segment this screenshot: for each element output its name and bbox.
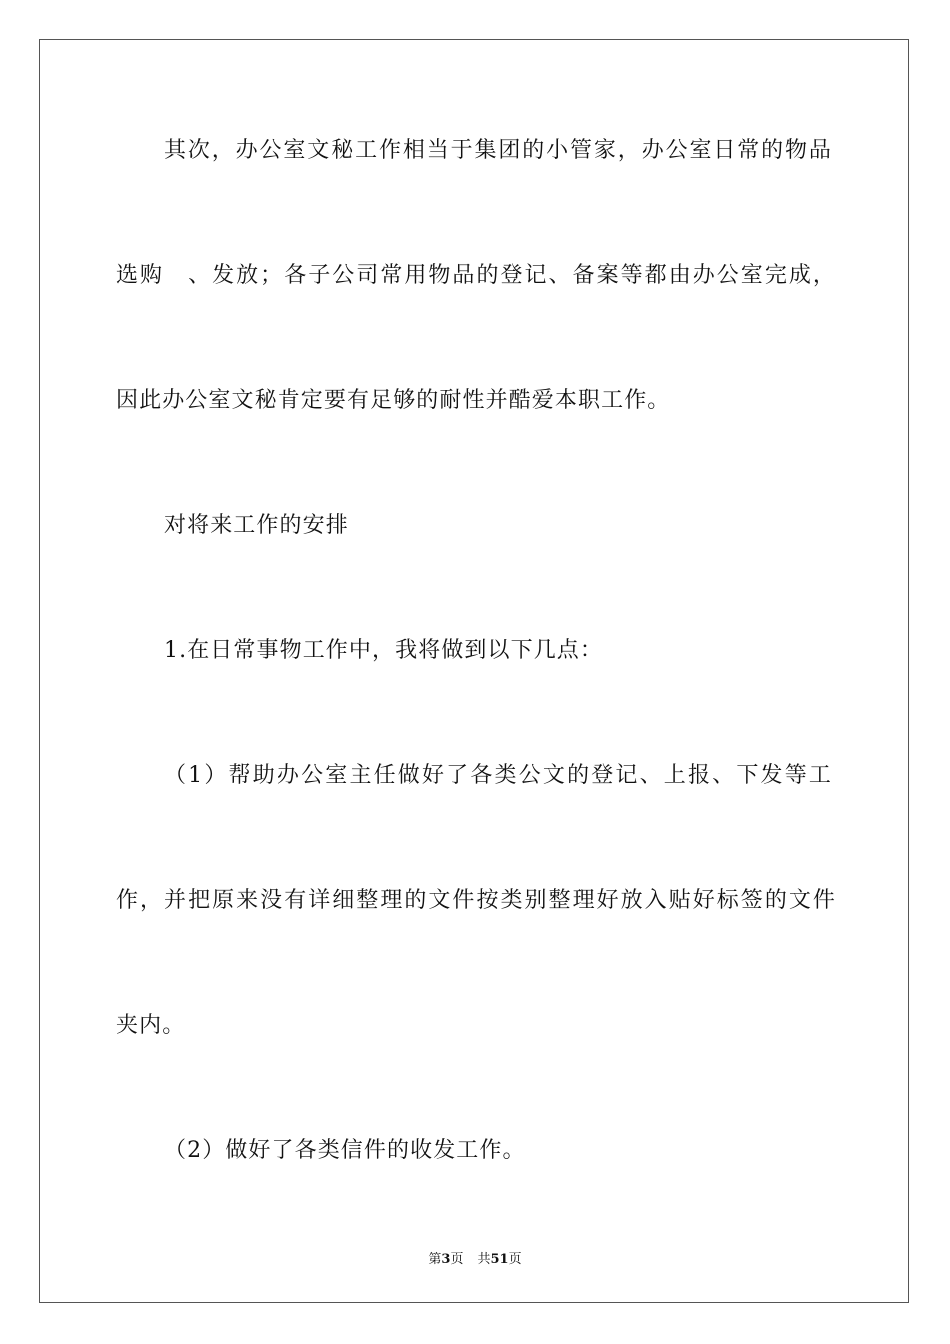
footer-total-prefix: 共 [477, 1252, 491, 1267]
paragraph-line-9: （2）做好了各类信件的收发工作。 [164, 1138, 526, 1163]
paragraph-line-8: 夹内。 [116, 1013, 186, 1038]
footer-page-number: 3 [441, 1252, 451, 1267]
paragraph-line-7: 作，并把原来没有详细整理的文件按类别整理好放入贴好标签的文件 [116, 888, 836, 913]
page-frame [39, 39, 909, 1303]
footer-page-suffix: 页 [450, 1252, 464, 1267]
list-item-1: 1.在日常事物工作中，我将做到以下几点： [164, 638, 603, 663]
footer-total-suffix: 页 [508, 1252, 522, 1267]
paragraph-line-2: 选购 、发放；各子公司常用物品的登记、备案等都由办公室完成， [116, 263, 836, 288]
section-heading: 对将来工作的安排 [164, 513, 349, 538]
footer-page-prefix: 第 [428, 1252, 442, 1267]
paragraph-line-1: 其次，办公室文秘工作相当于集团的小管家，办公室日常的物品 [164, 138, 832, 163]
paragraph-line-6: （1）帮助办公室主任做好了各类公文的登记、上报、下发等工 [164, 763, 832, 788]
paragraph-line-3: 因此办公室文秘肯定要有足够的耐性并酷爱本职工作。 [116, 388, 671, 413]
footer-total-pages: 51 [490, 1252, 509, 1267]
page-footer [0, 1248, 950, 1267]
